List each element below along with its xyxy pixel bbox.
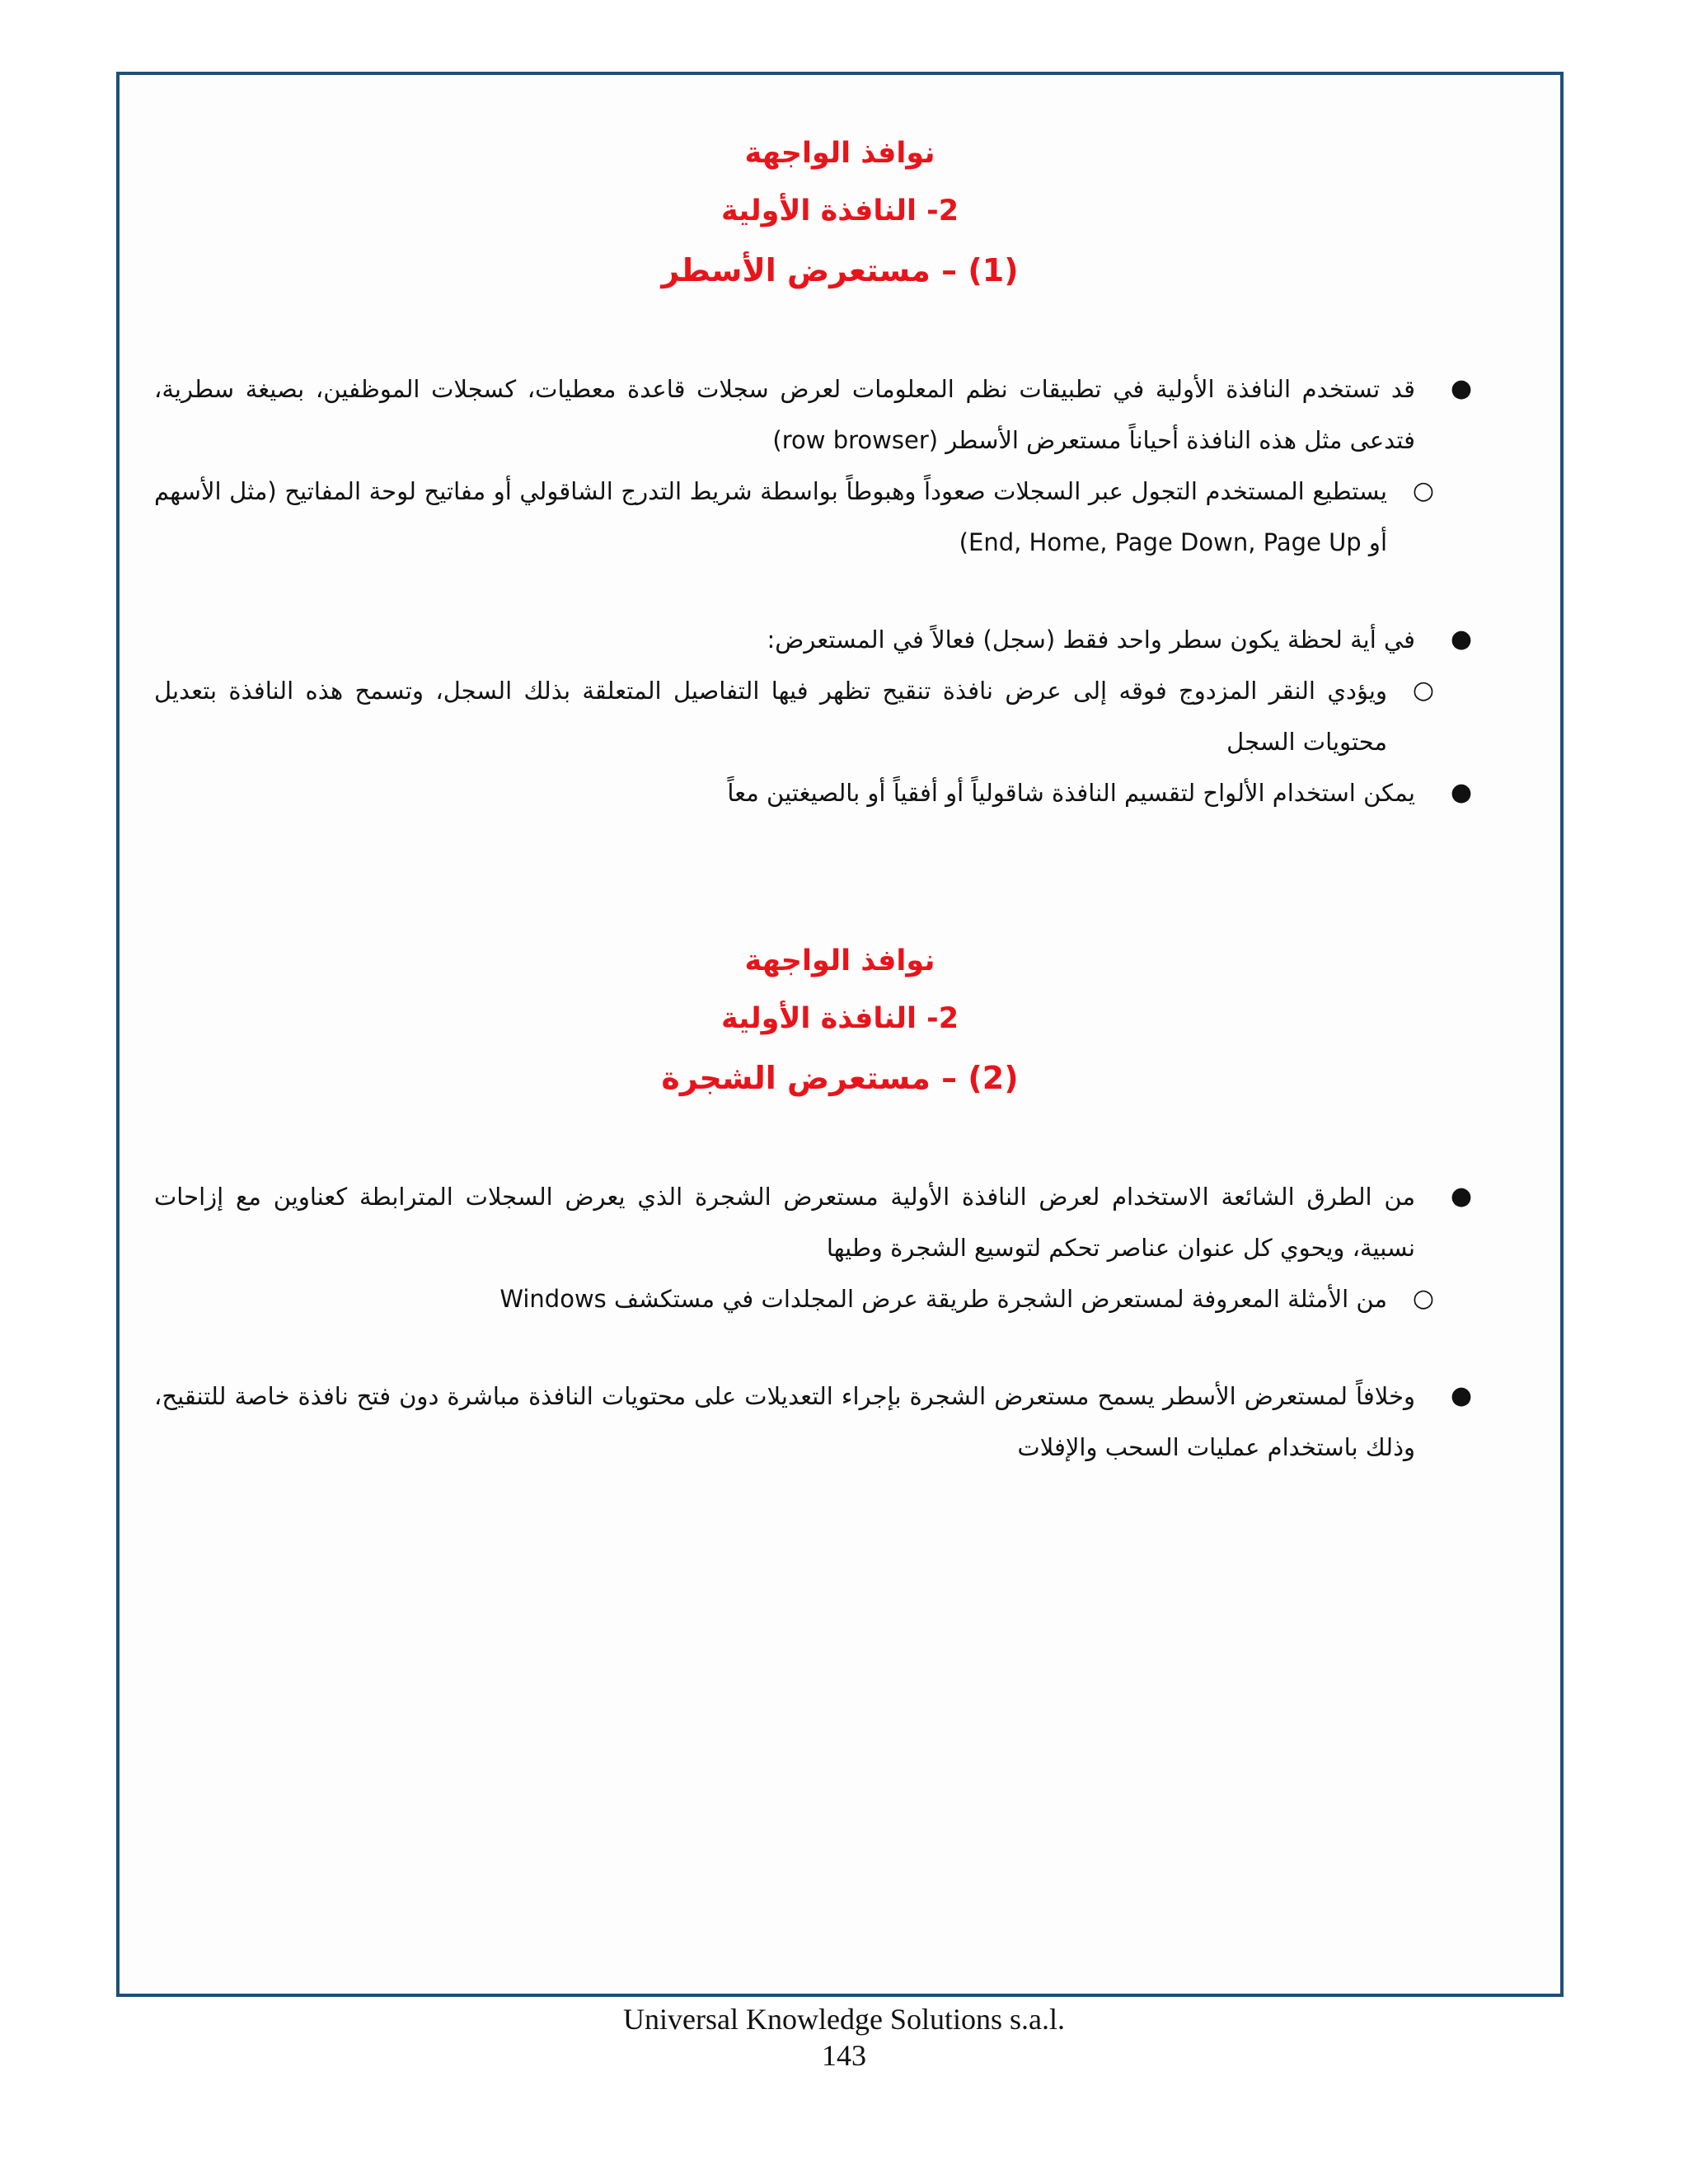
list-item-text: قد تستخدم النافذة الأولية في تطبيقات نظم المعلومات لعرض سجلات قاعدة معطيات، كسجلات الموظفين، بصيغة سطرية، فتدعى مثل هذه النافذة أحياناً مستعرض الأسطر (row browser) xyxy=(154,375,1415,454)
section-row-browser xyxy=(120,124,1560,807)
bullet-icon: ● xyxy=(1450,1182,1473,1211)
list-item-text: من الطرق الشائعة الاستخدام لعرض النافذة الأولية مستعرض الشجرة الذي يعرض السجلات المترابطة كعناوين مع إزاحات نسبية، ويحوي كل عنوان عناصر تحكم لتوسيع الشجرة وطيها xyxy=(154,1183,1415,1262)
list-item-text: في أية لحظة يكون سطر واحد فقط (سجل) فعالاً في المستعرض: xyxy=(767,626,1415,654)
list-item xyxy=(154,1371,1473,1473)
sub-list-item xyxy=(154,466,1435,568)
list-item xyxy=(154,1171,1473,1273)
sub-list-item-text: يستطيع المستخدم التجول عبر السجلات صعوداً وهبوطاً بواسطة شريط التدرج الشاقولي أو مفاتيح لوحة المفاتيح (مثل الأسهم أو End, Home, Page Down, Page Up) xyxy=(154,477,1387,556)
section-title: نوافذ الواجهة xyxy=(744,137,935,170)
sub-list-item xyxy=(154,665,1435,767)
content-list xyxy=(154,1171,1473,1473)
circle-bullet-icon: ○ xyxy=(1412,476,1435,505)
sub-list-item xyxy=(154,1273,1435,1324)
sub-list-item-text: ويؤدي النقر المزدوج فوقه إلى عرض نافذة تنقيح تظهر فيها التفاصيل المتعلقة بذلك السجل، وتسمح هذه النافذة بتعديل محتويات السجل xyxy=(154,677,1387,756)
section-subtitle: 2- النافذة الأولية xyxy=(720,1002,959,1035)
list-item xyxy=(154,767,1473,818)
content-list xyxy=(154,363,1473,818)
list-item-text: وخلافاً لمستعرض الأسطر يسمح مستعرض الشجرة بإجراء التعديلات على محتويات النافذة مباشرة دون فتح نافذة خاصة للتنقيح، وذلك باستخدام عمليات السحب والإفلات xyxy=(154,1382,1415,1461)
circle-bullet-icon: ○ xyxy=(1412,1284,1435,1313)
sub-list-item-text: من الأمثلة المعروفة لمستعرض الشجرة طريقة عرض المجلدات في مستكشف Windows xyxy=(499,1285,1387,1313)
footer-company: Universal Knowledge Solutions s.a.l. xyxy=(623,2003,1065,2036)
page-frame xyxy=(116,72,1564,1997)
list-item xyxy=(154,614,1473,665)
section-title: نوافذ الواجهة xyxy=(744,944,935,977)
section-subtitle: 2- النافذة الأولية xyxy=(720,194,959,227)
section-subsubtitle: (1) – مستعرض الأسطر xyxy=(661,252,1019,288)
bullet-icon: ● xyxy=(1450,778,1473,807)
bullet-icon: ● xyxy=(1450,1381,1473,1410)
bullet-icon: ● xyxy=(1450,374,1473,403)
circle-bullet-icon: ○ xyxy=(1412,676,1435,705)
section-tree-browser xyxy=(120,932,1560,1461)
page-footer xyxy=(0,2001,1688,2074)
page-number: 143 xyxy=(822,2039,866,2072)
section-subsubtitle: (2) – مستعرض الشجرة xyxy=(661,1060,1019,1096)
bullet-icon: ● xyxy=(1450,625,1473,654)
list-item xyxy=(154,363,1473,466)
list-item-text: يمكن استخدام الألواح لتقسيم النافذة شاقولياً أو أفقياً أو بالصيغتين معاً xyxy=(727,779,1415,807)
